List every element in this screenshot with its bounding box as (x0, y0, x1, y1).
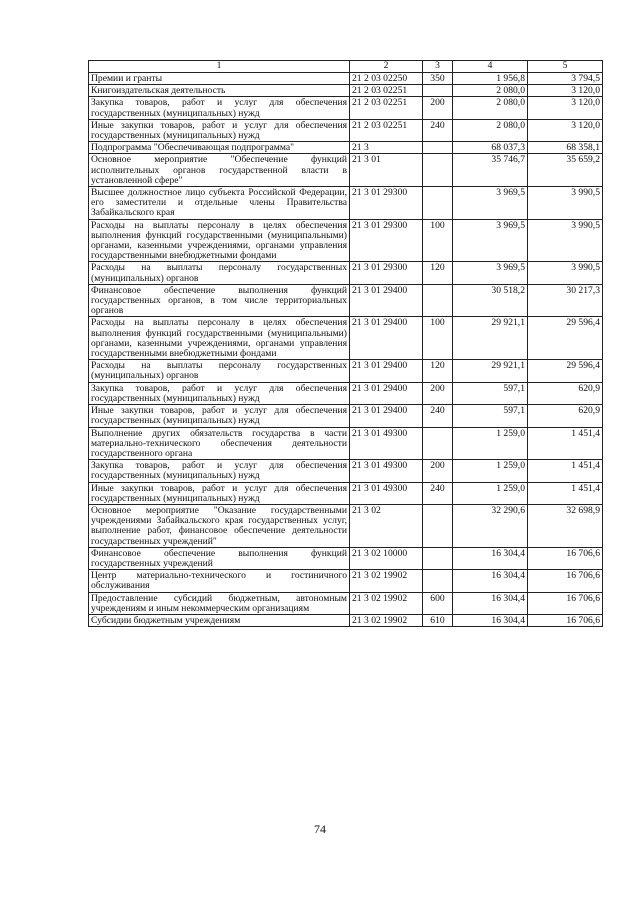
item-name: Расходы на выплаты персоналу государственных (муниципальных) органов (89, 360, 350, 382)
expense-type-code (423, 142, 453, 154)
target-article-code: 21 3 01 29300 (350, 187, 423, 220)
table-row (89, 317, 603, 360)
column-number: 2 (350, 61, 423, 73)
amount-year-1: 16 304,4 (453, 592, 528, 614)
item-name: Закупка товаров, работ и услуг для обеспечения государственных (муниципальных) нужд (89, 460, 350, 482)
amount-year-2: 3 990,5 (528, 219, 603, 262)
expense-type-code (423, 504, 453, 547)
table-row (89, 73, 603, 85)
table-row (89, 85, 603, 97)
amount-year-1: 29 921,1 (453, 317, 528, 360)
amount-year-1: 30 518,2 (453, 284, 528, 317)
amount-year-2: 16 706,6 (528, 547, 603, 569)
expense-type-code: 100 (423, 317, 453, 360)
target-article-code: 21 3 02 10000 (350, 547, 423, 569)
column-number: 5 (528, 61, 603, 73)
amount-year-1: 35 746,7 (453, 154, 528, 187)
item-name: Подпрограмма "Обеспечивающая подпрограмма" (89, 142, 350, 154)
table-row (89, 614, 603, 626)
expense-type-code: 100 (423, 219, 453, 262)
amount-year-2: 1 451,4 (528, 460, 603, 482)
table-row (89, 592, 603, 614)
amount-year-1: 3 969,5 (453, 187, 528, 220)
expense-type-code: 600 (423, 592, 453, 614)
target-article-code: 21 3 01 49300 (350, 482, 423, 504)
target-article-code: 21 3 02 19902 (350, 570, 423, 592)
expense-type-code: 200 (423, 97, 453, 119)
expense-type-code: 610 (423, 614, 453, 626)
target-article-code: 21 3 01 29300 (350, 262, 423, 284)
amount-year-1: 1 259,0 (453, 460, 528, 482)
target-article-code: 21 3 02 19902 (350, 614, 423, 626)
item-name: Иные закупки товаров, работ и услуг для обеспечения государственных (муниципальных) нужд (89, 482, 350, 504)
target-article-code: 21 2 03 02251 (350, 97, 423, 119)
amount-year-2: 620,9 (528, 382, 603, 404)
amount-year-1: 1 956,8 (453, 73, 528, 85)
item-name: Основное мероприятие "Обеспечение функций исполнительных органов государственной власти в установленной сфере" (89, 154, 350, 187)
expense-type-code: 120 (423, 360, 453, 382)
item-name: Премии и гранты (89, 73, 350, 85)
column-number-row (89, 61, 603, 73)
table-row (89, 504, 603, 547)
expense-type-code: 240 (423, 405, 453, 427)
target-article-code: 21 3 (350, 142, 423, 154)
expense-type-code (423, 284, 453, 317)
amount-year-1: 16 304,4 (453, 614, 528, 626)
column-number: 3 (423, 61, 453, 73)
amount-year-1: 2 080,0 (453, 85, 528, 97)
item-name: Субсидии бюджетным учреждениям (89, 614, 350, 626)
target-article-code: 21 3 01 29400 (350, 382, 423, 404)
amount-year-2: 32 698,9 (528, 504, 603, 547)
item-name: Книгоиздательская деятельность (89, 85, 350, 97)
amount-year-2: 68 358,1 (528, 142, 603, 154)
amount-year-2: 1 451,4 (528, 427, 603, 460)
target-article-code: 21 2 03 02251 (350, 119, 423, 141)
table-row (89, 382, 603, 404)
item-name: Выполнение других обязательств государства в части материально-технического обеспечения деятельности государственного органа (89, 427, 350, 460)
amount-year-2: 30 217,3 (528, 284, 603, 317)
table-row (89, 154, 603, 187)
column-number: 4 (453, 61, 528, 73)
target-article-code: 21 3 01 49300 (350, 460, 423, 482)
item-name: Высшее должностное лицо субъекта Российской Федерации, его заместители и отдельные члены Правительства Забайкальского края (89, 187, 350, 220)
amount-year-1: 16 304,4 (453, 570, 528, 592)
table-row (89, 284, 603, 317)
table-row (89, 427, 603, 460)
target-article-code: 21 2 03 02251 (350, 85, 423, 97)
item-name: Центр материально-технического и гостиничного обслуживания (89, 570, 350, 592)
item-name: Финансовое обеспечение выполнения функций государственных органов, в том числе территориальных органов (89, 284, 350, 317)
item-name: Расходы на выплаты персоналу в целях обеспечения выполнения функций государственными (муниципальными) органами, казенными учреждениями, органами управления государственными внебюджетными фондами (89, 317, 350, 360)
amount-year-1: 597,1 (453, 405, 528, 427)
table-row (89, 142, 603, 154)
target-article-code: 21 3 01 (350, 154, 423, 187)
table-row (89, 547, 603, 569)
target-article-code: 21 3 01 29400 (350, 360, 423, 382)
amount-year-2: 620,9 (528, 405, 603, 427)
item-name: Предоставление субсидий бюджетным, автономным учреждениям и иным некоммерческим организациям (89, 592, 350, 614)
amount-year-1: 32 290,6 (453, 504, 528, 547)
target-article-code: 21 3 01 29400 (350, 405, 423, 427)
amount-year-2: 3 990,5 (528, 187, 603, 220)
amount-year-1: 3 969,5 (453, 219, 528, 262)
table-row (89, 119, 603, 141)
amount-year-2: 3 120,0 (528, 119, 603, 141)
table-row (89, 262, 603, 284)
amount-year-1: 29 921,1 (453, 360, 528, 382)
amount-year-1: 68 037,3 (453, 142, 528, 154)
target-article-code: 21 3 01 29300 (350, 219, 423, 262)
target-article-code: 21 3 02 (350, 504, 423, 547)
amount-year-2: 3 120,0 (528, 85, 603, 97)
item-name: Основное мероприятие "Оказание государственными учреждениями Забайкальского края государственных услуг, выполнение работ, финансовое обеспечение деятельности государственных учреждений" (89, 504, 350, 547)
amount-year-2: 3 794,5 (528, 73, 603, 85)
amount-year-1: 597,1 (453, 382, 528, 404)
table-row (89, 360, 603, 382)
table-row (89, 460, 603, 482)
amount-year-2: 16 706,6 (528, 592, 603, 614)
expense-type-code (423, 187, 453, 220)
target-article-code: 21 3 02 19902 (350, 592, 423, 614)
expense-type-code: 120 (423, 262, 453, 284)
amount-year-2: 29 596,4 (528, 317, 603, 360)
item-name: Расходы на выплаты персоналу в целях обеспечения выполнения функций государственными (муниципальными) органами, казенными учреждениями, органами управления государственными внебюджетными фондами (89, 219, 350, 262)
expense-type-code (423, 85, 453, 97)
page-number: 74 (314, 822, 326, 836)
target-article-code: 21 3 01 29400 (350, 284, 423, 317)
amount-year-2: 35 659,2 (528, 154, 603, 187)
item-name: Закупка товаров, работ и услуг для обеспечения государственных (муниципальных) нужд (89, 382, 350, 404)
item-name: Закупка товаров, работ и услуг для обеспечения государственных (муниципальных) нужд (89, 97, 350, 119)
table-row (89, 219, 603, 262)
amount-year-1: 2 080,0 (453, 97, 528, 119)
amount-year-2: 1 451,4 (528, 482, 603, 504)
target-article-code: 21 3 01 49300 (350, 427, 423, 460)
table-body (89, 73, 603, 627)
expense-type-code (423, 570, 453, 592)
expense-type-code: 200 (423, 460, 453, 482)
amount-year-2: 3 990,5 (528, 262, 603, 284)
item-name: Расходы на выплаты персоналу государственных (муниципальных) органов (89, 262, 350, 284)
amount-year-2: 16 706,6 (528, 570, 603, 592)
table-row (89, 570, 603, 592)
expense-type-code: 240 (423, 119, 453, 141)
amount-year-1: 1 259,0 (453, 427, 528, 460)
amount-year-1: 3 969,5 (453, 262, 528, 284)
budget-table (88, 60, 603, 627)
item-name: Иные закупки товаров, работ и услуг для обеспечения государственных (муниципальных) нужд (89, 405, 350, 427)
expense-type-code (423, 547, 453, 569)
amount-year-2: 29 596,4 (528, 360, 603, 382)
target-article-code: 21 2 03 02250 (350, 73, 423, 85)
amount-year-2: 16 706,6 (528, 614, 603, 626)
table-row (89, 405, 603, 427)
target-article-code: 21 3 01 29400 (350, 317, 423, 360)
table-row (89, 482, 603, 504)
amount-year-1: 1 259,0 (453, 482, 528, 504)
amount-year-2: 3 120,0 (528, 97, 603, 119)
item-name: Иные закупки товаров, работ и услуг для обеспечения государственных (муниципальных) нужд (89, 119, 350, 141)
expense-type-code: 240 (423, 482, 453, 504)
expense-type-code: 200 (423, 382, 453, 404)
expense-type-code: 350 (423, 73, 453, 85)
expense-type-code (423, 154, 453, 187)
amount-year-1: 16 304,4 (453, 547, 528, 569)
table-row (89, 97, 603, 119)
column-number: 1 (89, 61, 350, 73)
amount-year-1: 2 080,0 (453, 119, 528, 141)
table-row (89, 187, 603, 220)
item-name: Финансовое обеспечение выполнения функций государственных учреждений (89, 547, 350, 569)
expense-type-code (423, 427, 453, 460)
